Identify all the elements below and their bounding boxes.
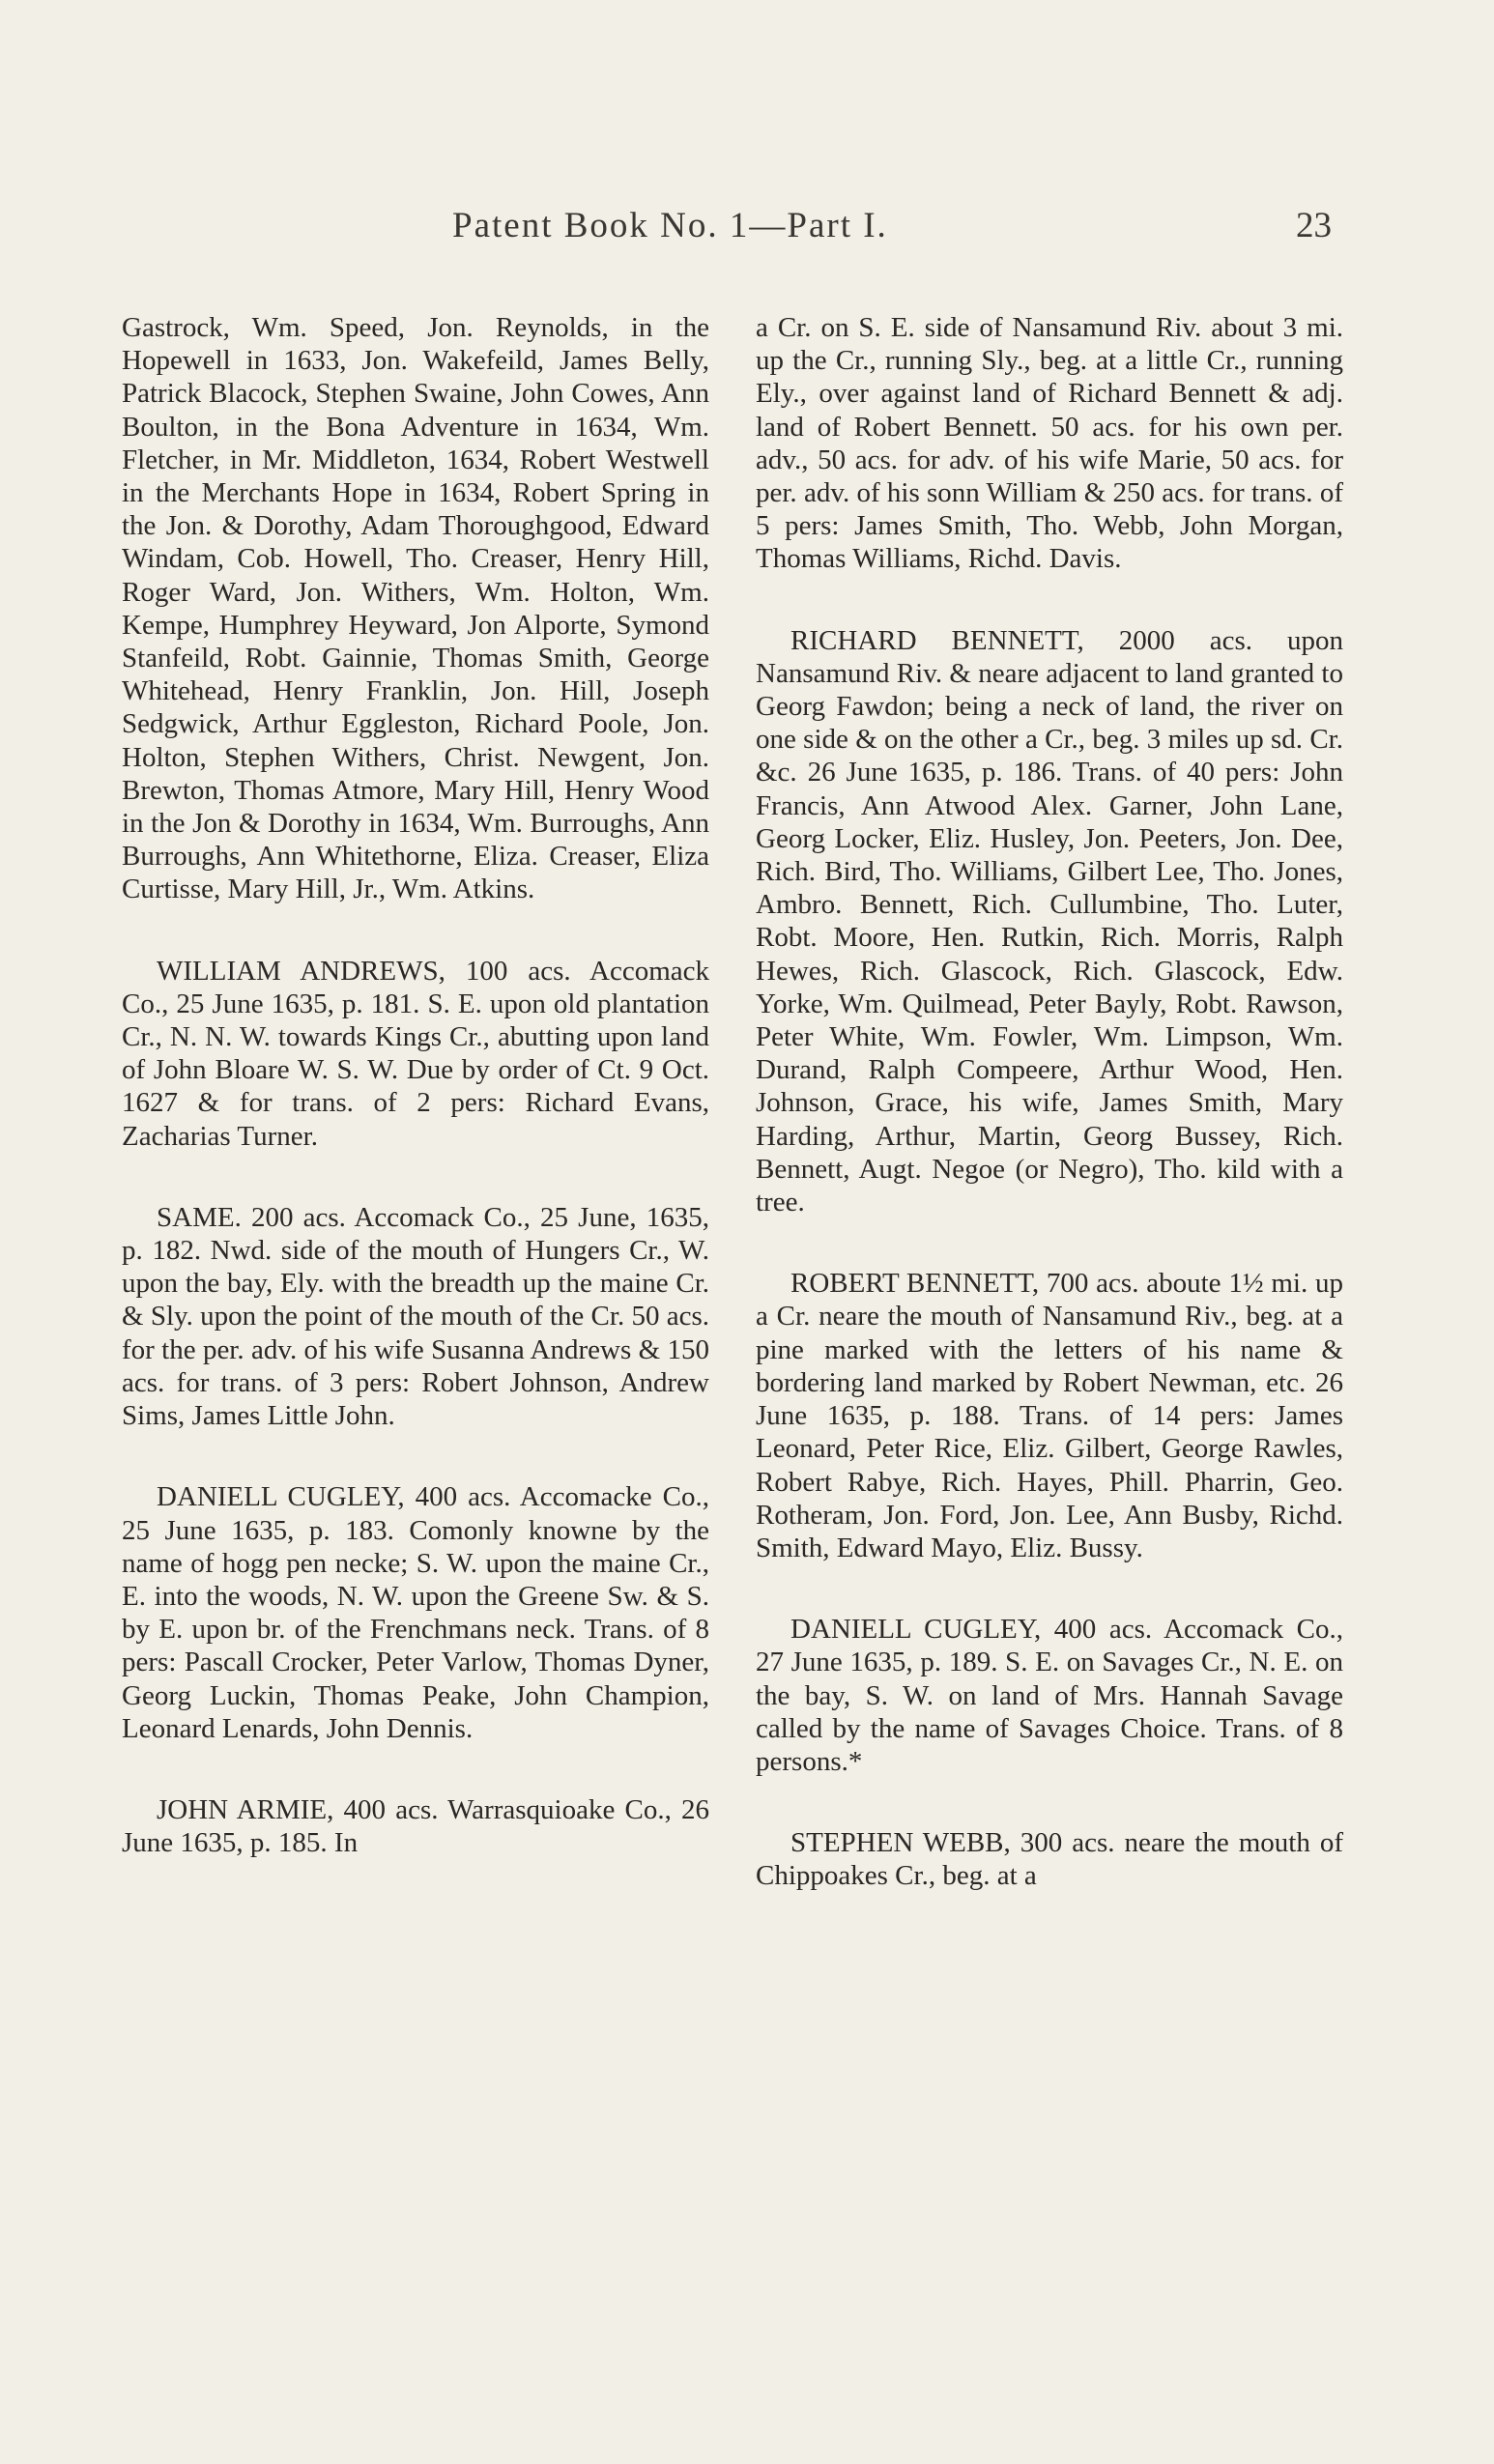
running-head: Patent Book No. 1—Part I. [452,206,888,245]
right-entry-continued: a Cr. on S. E. side of Nansamund Riv. about 3 mi. up the Cr., running Sly., beg. at a little Cr., running Ely., over against land of Richard Bennett & adj. land of Robert Bennett. 50 acs. for his own per. adv., 50 acs. for adv. of his wife Marie, 50 acs. for per. adv. of his sonn William & 250 acs. for trans. of 5 pers: James Smith, Tho. Webb, John Morgan, Thomas Williams, Richd. Davis. [756,312,1343,575]
left-entry-continued: Gastrock, Wm. Speed, Jon. Reynolds, in the Hopewell in 1633, Jon. Wakefeild, James Belly, Patrick Blacock, Stephen Swaine, John Cowes, Ann Boulton, in the Bona Adventure in 1634, Wm. Fletcher, in Mr. Middleton, 1634, Robert Westwell in the Merchants Hope in 1634, Robert Spring in the Jon. & Dorothy, Adam Thoroughgood, Edward Windam, Cob. Howell, Tho. Creaser, Henry Hill, Roger Ward, Jon. Withers, Wm. Holton, Wm. Kempe, Humphrey Heyward, Jon Alporte, Symond Stanfeild, Robt. Gainnie, Thomas Smith, George Whitehead, Henry Franklin, Jon. Hill, Joseph Sedgwick, Arthur Eggleston, Richard Poole, Jon. Holton, Stephen Withers, Christ. Newgent, Jon. Brewton, Thomas Atmore, Mary Hill, Henry Wood in the Jon & Dorothy in 1634, Wm. Burroughs, Ann Burroughs, Ann Whitethorne, Eliza. Creaser, Eliza Curtisse, Mary Hill, Jr., Wm. Atkins. [122,312,709,905]
left-entry-william-andrews: WILLIAM ANDREWS, 100 acs. Accomack Co., 25 June 1635, p. 181. S. E. upon old plantation Cr., N. N. W. towards Kings Cr., abutting upon land of John Bloare W. S. W. Due by order of Ct. 9 Oct. 1627 & for trans. of 2 pers: Richard Evans, Zacharias Turner. [122,955,709,1152]
left-column [122,311,709,1859]
left-entry-john-armie: JOHN ARMIE, 400 acs. Warrasquioake Co., 26 June 1635, p. 185. In [122,1793,709,1859]
right-entry-stephen-webb: STEPHEN WEBB, 300 acs. neare the mouth of Chippoakes Cr., beg. at a [756,1827,1343,1892]
right-entry-daniell-cugley: DANIELL CUGLEY, 400 acs. Accomack Co., 27 June 1635, p. 189. S. E. on Savages Cr., N. E. on the bay, S. W. on land of Mrs. Hannah Savage called by the name of Savages Choice. Trans. of 8 persons.* [756,1614,1343,1777]
page-number: 23 [1296,206,1332,245]
right-entry-robert-bennett: ROBERT BENNETT, 700 acs. aboute 1½ mi. up a Cr. neare the mouth of Nansamund Riv., beg. at a pine marked with the letters of his name & bordering land marked by Robert Newman, etc. 26 June 1635, p. 188. Trans. of 14 pers: James Leonard, Peter Rice, Eliz. Gilbert, George Rawles, Robert Rabye, Rich. Hayes, Phill. Pharrin, Geo. Rotheram, Jon. Ford, Jon. Lee, Ann Busby, Richd. Smith, Edward Mayo, Eliz. Bussy. [756,1268,1343,1563]
right-entry-richard-bennett: RICHARD BENNETT, 2000 acs. upon Nansamund Riv. & neare adjacent to land granted to Georg Fawdon; being a neck of land, the river on one side & on the other a Cr., beg. 3 miles up sd. Cr. &c. 26 June 1635, p. 186. Trans. of 40 pers: John Francis, Ann Atwood Alex. Garner, John Lane, Georg Locker, Eliz. Husley, Jon. Peeters, Jon. Dee, Rich. Bird, Tho. Williams, Gilbert Lee, Tho. Jones, Ambro. Bennett, Rich. Cullumbine, Tho. Luter, Robt. Moore, Hen. Rutkin, Rich. Morris, Ralph Hewes, Rich. Glascock, Rich. Glascock, Edw. Yorke, Wm. Quilmead, Peter Bayly, Robt. Rawson, Peter White, Wm. Fowler, Wm. Limpson, Wm. Durand, Ralph Compeere, Arthur Wood, Hen. Johnson, Grace, his wife, James Smith, Mary Harding, Arthur, Martin, Georg Bussey, Rich. Bennett, Augt. Negoe (or Negro), Tho. kild with a tree. [756,624,1343,1218]
left-entry-daniell-cugley: DANIELL CUGLEY, 400 acs. Accomacke Co., 25 June 1635, p. 183. Comonly knowne by the name of hogg pen necke; S. W. upon the maine Cr., E. into the woods, N. W. upon the Greene Sw. & S. by E. upon br. of the Frenchmans neck. Trans. of 8 pers: Pascall Crocker, Peter Varlow, Thomas Dyner, Georg Luckin, Thomas Peake, John Champion, Leonard Lenards, John Dennis. [122,1481,709,1744]
right-column [756,311,1343,1893]
left-entry-same: SAME. 200 acs. Accomack Co., 25 June, 1635, p. 182. Nwd. side of the mouth of Hungers Cr., W. upon the bay, Ely. with the breadth up the maine Cr. & Sly. upon the point of the mouth of the Cr. 50 acs. for the per. adv. of his wife Susanna Andrews & 150 acs. for trans. of 3 pers: Robert Johnson, Andrew Sims, James Little John. [122,1201,709,1432]
